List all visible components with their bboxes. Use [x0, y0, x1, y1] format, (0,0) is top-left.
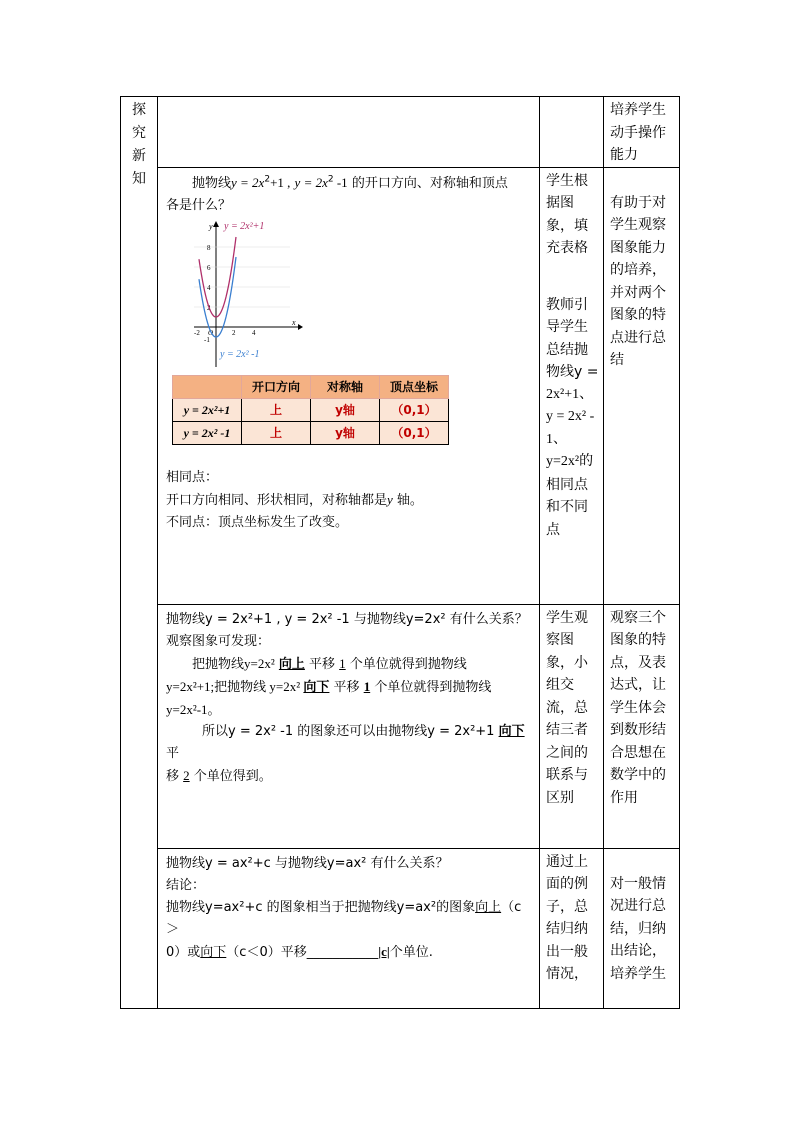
x-axis-arrow: [298, 324, 303, 330]
same-title: 相同点：: [166, 469, 219, 485]
row-intro: [121, 97, 680, 168]
row2-content: 抛物线$y = 2x^2+1$ , $y = 2x^2$ -1 的开口方向、对称轴和顶点 各是什么？ y x 8 6 4 2 -2 2 4 O -1 y = 2x²+1 y = 2x² -1 开口方向 对称轴 顶点坐标 y = 2x²+1 上 y轴 （0,1） y = 2x² -1 上 y轴 （0,1） 相同点： 开口方向相同、形状相同，对称轴都是y 轴。 不同点：顶点坐标发生了改变。: [158, 167, 540, 604]
row1-activity: [540, 97, 604, 168]
y-tick-neg1: -1: [204, 335, 210, 344]
row-general: [121, 848, 680, 1008]
lesson-table: [120, 96, 680, 1009]
row-translation: [121, 604, 680, 848]
comparison-table: 开口方向 对称轴 顶点坐标 y = 2x²+1 上 y轴 （0,1） y = 2x² -1 上 y轴 （0,1）: [172, 375, 449, 445]
section-label: 探 究 新 知: [121, 97, 158, 1009]
label-top-curve: y = 2x²+1: [224, 220, 265, 232]
row3-content: 抛物线y = 2x²+1 , y = 2x² -1 与抛物线y=2x² 有什么关系？ 观察图象可发现： 把抛物线y=2x² 向上 平移 1 个单位就得到抛物线 y=2x²+1;把抛物线 y=2x² 向下 平移 1 个单位就得到抛物线 y=2x²-1。 所以y = 2x² -1 的图象还可以由抛物线y = 2x²+1 向下平 移 2 个单位得到。: [158, 604, 540, 848]
x-tick-neg2: -2: [194, 328, 200, 337]
parabola-graph: [190, 221, 310, 371]
y-tick-6: 6: [207, 263, 211, 272]
x-tick-2: 2: [232, 328, 236, 337]
table-row: y = 2x²+1 上 y轴 （0,1）: [173, 398, 449, 421]
parabola-2x2-minus-1: [199, 257, 236, 337]
row1-purpose: 培养学生 动手操作 能力: [604, 97, 680, 168]
y-label: y: [209, 221, 213, 231]
y-tick-2: 2: [207, 303, 211, 312]
row1-content: [158, 97, 540, 168]
y-tick-4: 4: [207, 283, 211, 292]
y-tick-8: 8: [207, 243, 211, 252]
diff-text: 不同点：顶点坐标发生了改变。: [166, 514, 349, 530]
row-compare-features: [121, 167, 680, 604]
row2-activity: 学生根 据图 象，填 充表格 教师引 导学生 总结抛 物线y = 2x²+1、 y = 2x² - 1、 y=2x²的 相同点 和不同 点: [540, 167, 604, 604]
origin-label: O: [208, 328, 214, 337]
row3-purpose: 观察三个 图象的特 点，及表 达式，让 学生体会 到数形结 合思想在 数学中的 作用: [604, 604, 680, 848]
x-label: x: [292, 317, 296, 327]
parabola-2x2-plus-1: [199, 237, 236, 317]
y-axis-arrow: [213, 221, 219, 227]
row4-content: 抛物线y = ax²+c 与抛物线y=ax² 有什么关系？ 结论： 抛物线y=ax²+c 的图象相当于把抛物线y=ax²的图象向上（c＞ 0）或向下（c＜0）平移___________|c|个单位.: [158, 848, 540, 1008]
row2-purpose: 有助于对 学生观察 图象能力 的培养， 并对两个 图象的特 点进行总 结: [604, 167, 680, 604]
row3-activity: 学生观 察图 象，小 组交 流，总 结三者 之间的 联系与 区别: [540, 604, 604, 848]
question-features: 抛物线$y = 2x^2+1$ , $y = 2x^2$ -1 的开口方向、对称轴和顶点: [192, 174, 508, 191]
same-text: 开口方向相同、形状相同，对称轴都是y 轴。: [166, 491, 423, 508]
row4-activity: 通过上 面的例 子，总 结归纳 出一般 情况，: [540, 848, 604, 1008]
row4-purpose: 对一般情 况进行总 结，归纳 出结论， 培养学生: [604, 848, 680, 1008]
x-tick-4: 4: [252, 328, 256, 337]
label-bottom-curve: y = 2x² -1: [220, 348, 260, 360]
table-row: y = 2x² -1 上 y轴 （0,1）: [173, 421, 449, 444]
